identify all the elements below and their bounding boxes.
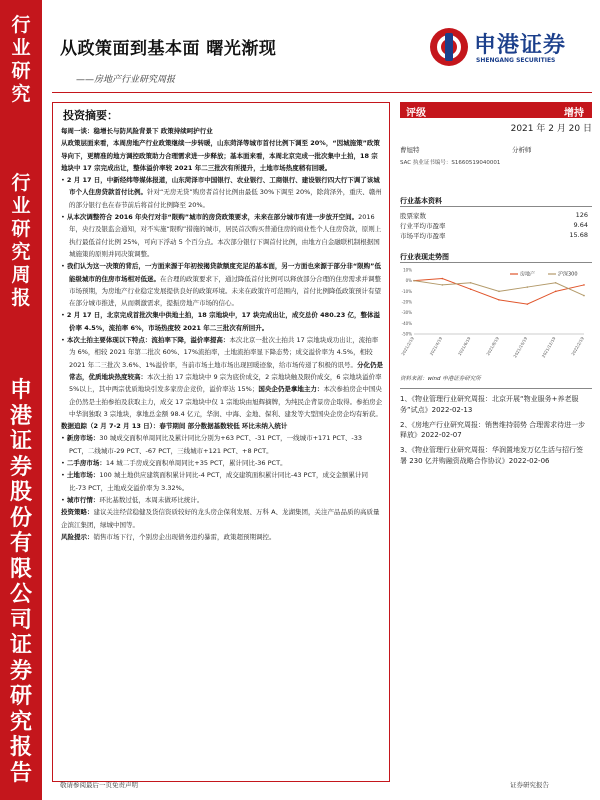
industry-data-rule: [400, 206, 592, 207]
company-logo: [430, 26, 590, 72]
sidebar: [0, 0, 42, 800]
sidebar-char: 券: [9, 453, 32, 480]
chart-x-tick-label: 2021/4/19: [428, 336, 444, 357]
sidebar-report-type-label: [0, 172, 42, 310]
sidebar-char: 研: [9, 683, 32, 709]
sidebar-char: 有: [9, 530, 32, 556]
related-rule: [400, 388, 592, 389]
sidebar-char: 行: [11, 14, 31, 36]
sidebar-char: 司: [9, 606, 32, 633]
chart-point: [442, 278, 444, 280]
chart-point: [498, 291, 500, 293]
sidebar-char: 行: [11, 172, 31, 194]
summary-paragraph: 风险提示：销售市场下行，个别房企出现债务违约暴雷，政策超预期调控。: [61, 532, 276, 541]
page-title: 从政策面到基本面 曙光渐现: [60, 39, 277, 59]
sidebar-char: 股: [9, 479, 32, 505]
chart-point: [583, 295, 585, 297]
industry-data-value: 126: [575, 211, 588, 219]
industry-data-value: 15.68: [569, 231, 588, 239]
chart-y-tick-label: -10%: [401, 288, 412, 294]
investment-summary-box: [52, 102, 390, 782]
chart-x-tick-label: 2022/2/19: [570, 336, 585, 357]
chart-x-tick-label: 2021/6/19: [456, 336, 472, 357]
summary-paragraph: • 本次土拍主要体现以下特点：流拍率下降，溢价率提高：本次北京一批次土拍共 17 宗地块成功出让，流拍率为 6%，相较 2021 年第二批次 60%、17%流拍率，土地流拍率显下降态势；成交溢价率为 4.5%，相较 2021 年二三批次 3.6%、1%溢价率，当前市场土地市场出现回暖迹象，给市场传递了积极的讯号。分化仍是常态，优质地块热度较高：本次土拍 17 宗地块中 9 宗为底价成交，2 宗地块触及限价成交，6 宗地块溢价率 5%以上，其中两宗优质地块引发多家房企竞价，溢价率达 15%；国央企仍是拿地主力：本次参拍房企中国央企仍然是土拍参拍及获取主力，成交 17 宗地块中仅 1 宗地块由旭辉摘牌，为纯民企背景房企取得。参拍房企中华润独取 3 宗地块，拿地总金额 98.4 亿元，华润、中海、金地、保利、建发等大型国央企房企均有斩获。: [61, 336, 383, 418]
chart-series-line: [414, 281, 584, 296]
sidebar-char: 港: [9, 402, 32, 429]
summary-paragraph: 从政策层面来看，本周房地产行业政策继续一步转暖，山东菏泽等城市首付比例下调至 20%，“因城施策”政策导向下，更精准的地方调控政策助力合理需求进一步释放；基本面来看，本周北京完成一批次集中土拍，18 宗地块中 17 宗完成出让，整体溢价率较 2021 年二三批次有所提升，土地市场热度稍有回暖。: [61, 139, 380, 172]
sidebar-char: 报: [11, 287, 31, 309]
page-subtitle: ——房地产行业研究周报: [76, 75, 176, 85]
rating-label: 评级: [406, 108, 426, 119]
chart-point: [555, 291, 557, 293]
industry-data-row: [400, 231, 588, 240]
chart-legend-label: 房地产: [520, 271, 536, 278]
chart-point: [527, 286, 529, 288]
sidebar-char: 究: [9, 708, 32, 735]
sidebar-char: 业: [11, 37, 31, 59]
industry-data-row: [400, 211, 588, 220]
summary-paragraph: • 我们认为这一决策的背后，一方面来源于年初按揭贷款额度充足的基本面，另一方面也来源于部分非“限购”低能级城市的住房市场相对低迷。在合理的政策要求下，通过降低首付比例可以释放部分合理的住房需求并调整市场预期，为房地产行业稳定发展提供良好的政策环境。未来在政策许可范围内，首付比例降低政策预计有望在部分城市推进，从而刺激需求，提振房地产市场的信心。: [61, 262, 381, 308]
sidebar-char: 份: [9, 504, 32, 531]
summary-paragraph: • 2 月 17 日，中新经纬等媒体报道，山东菏泽市中国银行、农业银行、工商银行、建设银行四大行下调了该城市个人住房贷款首付比例。针对“无房无贷”购房者首付比例由最低 30%下调至 20%，除菏泽外，重庆、赣州的部分银行也在春节前后将首付比例降至 20%。: [61, 176, 382, 209]
industry-data-row: [400, 221, 588, 230]
chart-y-tick-label: 0%: [405, 278, 412, 284]
rating-value: 增持: [564, 108, 584, 119]
related-report-item: 1、《物业管理行业研究周报：北京开展“物业服务+养老服务”试点》2022-02-13: [400, 395, 579, 414]
chart-point: [555, 282, 557, 284]
industry-data-label: 行业平均市盈率: [400, 222, 446, 230]
summary-paragraph: 投资策略：建议关注经营稳健及货信资质较好的龙头房企保利发展、万科 A、龙湖集团，关注产品品质的高质量企滨江集团，绿城中国等。: [61, 508, 380, 529]
chart-y-tick-label: -20%: [401, 299, 412, 305]
summary-paragraph: • 城市行情：环比基数过低，本周未做环比统计。: [61, 495, 204, 504]
sidebar-char: 业: [11, 195, 31, 217]
summary-paragraph: • 从本次调整符合 2016 年央行对非“限购”城市的房贷政策要求，未来在部分城市有进一步放开空间。2016 年，央行及银监会通知，对不实施“限购”措施的城市，居民首次购买普通住房的商业性个人住房贷款，原则上执行最低首付比例 25%，可向下浮动 5 个百分点。本次部分银行下调首付比例，由地方自金融联机制根据国城施策的原则并同决策调整。: [61, 213, 382, 258]
chart-source: 资料来源：wind 申港证券研究所: [400, 376, 481, 382]
chart-y-tick-label: 10%: [403, 267, 412, 273]
sidebar-char: 证: [9, 632, 32, 658]
sidebar-char: 周: [11, 264, 31, 286]
logo-icon: [430, 28, 468, 66]
summary-paragraph: • 2 月 17 日，北京完成首批次集中供地土拍，18 宗地块中，17 块完成出让，成交总价 480.23 亿，整体溢价率 4.5%，流拍率 6%，市场热度较 2021 年二三批次有所回升。: [61, 311, 380, 332]
industry-data-label: 市场平均市盈率: [400, 232, 446, 240]
chart-point: [470, 288, 472, 290]
sidebar-char: 报: [9, 734, 32, 760]
summary-heading: 投资摘要：: [63, 109, 118, 122]
analyst-name: 曹旭特: [400, 146, 420, 154]
chart-point: [583, 284, 585, 286]
chart-x-tick-label: 2021/8/19: [485, 336, 500, 357]
sidebar-char: 告: [9, 759, 32, 786]
report-date: 2021 年 2 月 20 日: [510, 124, 592, 134]
sidebar-category-label: [0, 14, 42, 106]
summary-paragraph: • 新房市场：30 城成交面积单周同比及累计同比分别为+63 PCT、-31 PCT，一线城市+171 PCT、-33 PCT，二线城市-29 PCT、-67 PCT，三线城市+121 PCT、+8 PCT。: [61, 434, 363, 455]
chart-point: [442, 284, 444, 286]
summary-paragraph: 数据追踪（2 月 7-2 月 13 日）：春节期间 部分数据基数较低 环比未纳入统计: [61, 422, 288, 431]
sidebar-char: 研: [11, 60, 31, 82]
chart-x-tick-label: 2021/2/19: [400, 336, 415, 357]
summary-paragraph: • 二手房市场：14 城二手房成交面积单周同比+35 PCT，累计同比-36 PCT。: [61, 459, 287, 468]
sidebar-company-label: [0, 378, 42, 786]
footer-disclaimer: 敬请参阅最后一页免责声明: [60, 781, 138, 789]
chart-point: [413, 280, 415, 282]
chart-y-tick-label: -30%: [401, 310, 412, 316]
sidebar-char: 申: [9, 377, 32, 403]
logo-name: 申港证券: [474, 33, 567, 58]
analyst-role: 分析师: [512, 146, 532, 154]
chart-point: [527, 303, 529, 305]
logo-english-name: SHENGANG SECURITIES: [476, 57, 556, 64]
trend-chart: [400, 264, 592, 364]
sidebar-char: 限: [9, 555, 32, 582]
chart-point: [498, 299, 500, 301]
sidebar-char: 券: [9, 657, 32, 684]
related-report-item: 3、《物业管理行业研究周报：华润置地发万亿生活与招行签署 230 亿并购融资战略合作协议》2022-02-06: [400, 446, 583, 465]
trend-heading: 行业表现走势图: [400, 253, 449, 261]
summary-paragraph: 每周一谈：稳增长与防风险背景下 政策持续呵护行业: [61, 127, 213, 135]
chart-x-tick-label: 2021/10/19: [512, 336, 529, 359]
sidebar-char: 证: [9, 428, 32, 454]
industry-data-value: 9.64: [573, 221, 588, 229]
sidebar-char: 究: [11, 241, 31, 263]
chart-y-tick-label: -50%: [401, 331, 412, 337]
related-reports: [400, 394, 588, 471]
summary-body: [61, 125, 383, 543]
chart-legend-label: 沪深300: [558, 271, 578, 278]
sidebar-char: 公: [9, 581, 32, 607]
related-report-item: 2、《房地产行业研究周报：销售维持弱势 合理需求待进一步释放》2022-02-07: [400, 420, 586, 440]
chart-point: [470, 282, 472, 284]
industry-data-heading: 行业基本资料: [400, 197, 442, 205]
analyst-certificate: SAC 执业证书编号：S1660519040001: [400, 160, 501, 166]
trend-chart-svg: [400, 264, 592, 364]
trend-rule: [400, 262, 592, 263]
sidebar-char: 究: [11, 83, 31, 105]
rating-bar: [400, 102, 592, 118]
summary-paragraph: • 土地市场：100 城土地供应建筑面积累计同比-4 PCT，成交建筑面积累计同比-43 PCT，成交金额累计同比-73 PCT，土地成交溢价率为 3.32%。: [61, 471, 368, 492]
chart-y-tick-label: -40%: [401, 320, 412, 326]
industry-data-label: 股票家数: [400, 212, 426, 220]
sidebar-char: 研: [11, 218, 31, 240]
footer-report-type: 证券研究报告: [510, 781, 549, 789]
header-divider: [52, 92, 592, 93]
chart-x-tick-label: 2021/12/19: [540, 336, 557, 359]
